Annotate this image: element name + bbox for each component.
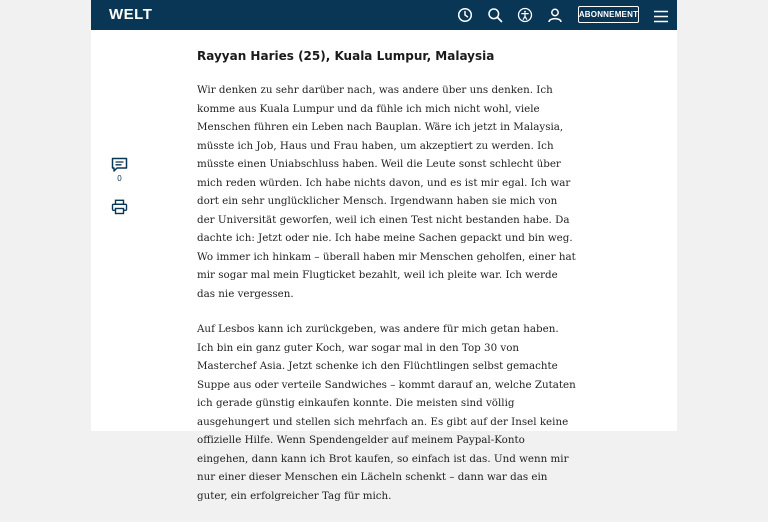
welt-logo[interactable]: WELT bbox=[109, 6, 153, 23]
top-navigation-bar bbox=[91, 0, 677, 30]
paragraph: Auf Lesbos kann ich zurückgeben, was andere für mich getan haben. Ich bin ein ganz guter Koch, war sogar mal in den Top 30 von Masterchef Asia. Jetzt schenke ich den Flüchtlingen selbst gemachte Suppe aus oder verteile Sandwiches – kommt darauf an, welche Zutaten ich gerade günstig einkaufen konnte. Die meisten sind völlig ausgehungert und stellen sich mehrfach an. Es gibt auf der Insel keine offizielle Hilfe. Wenn Spendengelder auf meinem Paypal-Konto eingehen, dann kann ich Brot kaufen, so einfach ist das. Und wenn mir nur einer dieser Menschen ein Lächeln schenkt – dann war das ein guter, ein erfolgreicher Tag für mich. bbox=[197, 323, 576, 502]
comment-count[interactable]: 0 bbox=[117, 174, 122, 183]
print-icon[interactable] bbox=[111, 199, 128, 219]
search-icon[interactable] bbox=[487, 7, 503, 23]
article-subheading: Rayyan Haries (25), Kuala Lumpur, Malaysia bbox=[197, 49, 495, 63]
clock-icon[interactable] bbox=[457, 7, 473, 23]
menu-icon[interactable] bbox=[654, 8, 668, 21]
subscribe-button[interactable]: ABONNEMENT bbox=[578, 6, 639, 23]
user-icon[interactable] bbox=[547, 7, 563, 23]
accessibility-icon[interactable] bbox=[517, 7, 533, 23]
paragraph: Wir denken zu sehr darüber nach, was andere über uns denken. Ich komme aus Kuala Lumpur und da fühle ich mich nicht wohl, viele Menschen führen ein Leben nach Bauplan. Wäre ich jetzt in Malaysia, müsste ich Job, Haus und Frau haben, um akzeptiert zu werden. Ich müsste einen Uniabschluss haben. Weil die Leute sonst schlecht über mich reden würden. Ich habe nichts davon, und es ist mir egal. Ich war dort ein sehr unglücklicher Mensch. Irgendwann haben sie mich von der Universität geworfen, weil ich einen Test nicht bestanden habe. Da dachte ich: Jetzt oder nie. Ich habe meine Sachen gepackt und bin weg. Wo immer ich hinkam – überall haben mir Menschen geholfen, einer hat mir sogar mal mein Flugticket bezahlt, weil ich pleite war. Ich werde das nie vergessen. bbox=[197, 84, 576, 300]
article-body bbox=[197, 81, 577, 522]
